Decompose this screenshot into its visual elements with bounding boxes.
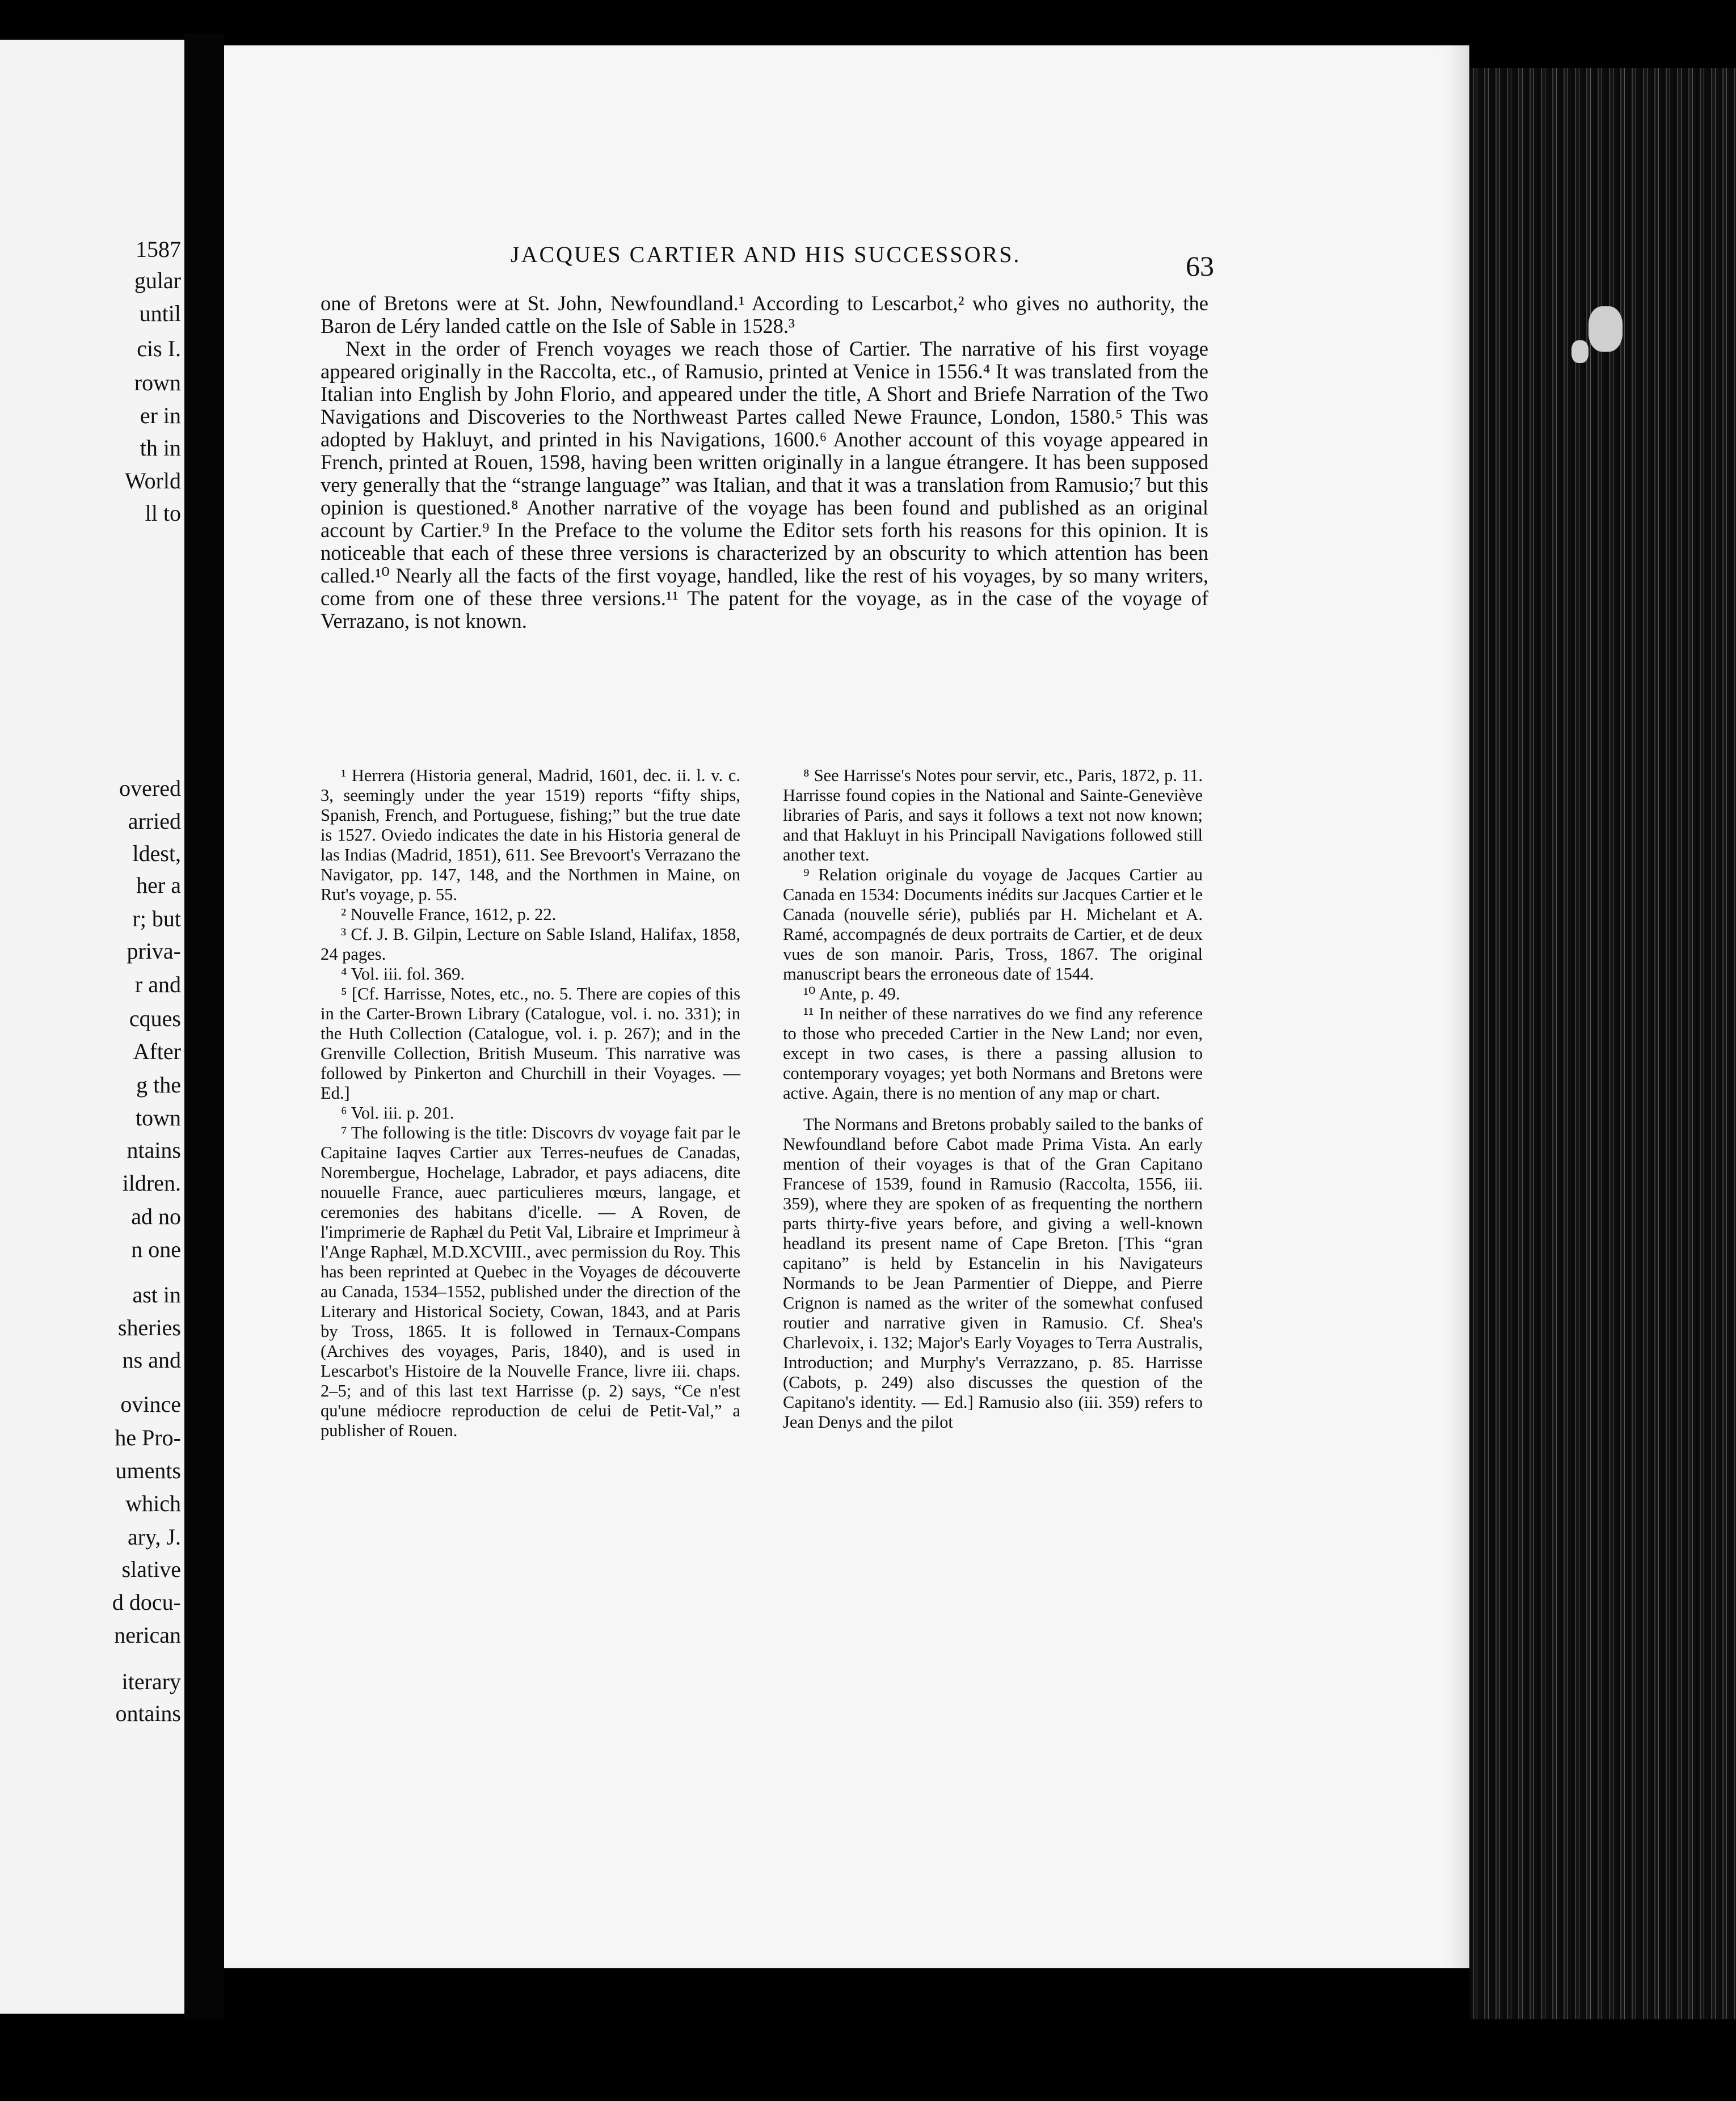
left-page-line-fragment: 1587 — [136, 237, 181, 262]
page-number: 63 — [1186, 250, 1214, 282]
left-page-line-fragment: uments — [115, 1458, 181, 1483]
footnotes-right-column — [783, 766, 1203, 1432]
left-page-line-fragment: priva- — [127, 938, 181, 964]
left-page-line-fragment: cis I. — [137, 336, 181, 361]
footnote-continuation: The Normans and Bretons probably sailed to the banks of Newfoundland before Cabot made Prima Vista. An early mention of their voyages is that of the Gran Capitano Francese of 1539, found in Ramusio (Raccolta, 1556, iii. 359), where they are spoken of as frequenting the northern parts thirty-five years before, and giving a well-known headland its present name of Cape Breton. [This “gran capitano” is held by Estancelin in his Navigateurs Normands to be Jean Parmentier of Dieppe, and Pierre Crignon is named as the writer of the somewhat confused routier and narrative given in Ramusio. Cf. Shea's Charlevoix, i. 132; Major's Early Voyages to Terra Australis, Introduction; and Murphy's Verrazzano, p. 85. Harrisse (Cabots, p. 249) also discusses the question of the Capitano's identity. — Ed.] Ramusio also (iii. 359) refers to Jean Denys and the pilot — [783, 1115, 1203, 1432]
paragraph: one of Bretons were at St. John, Newfoundland.¹ According to Lescarbot,² who gives no authority, the Baron de Léry landed cattle on the Isle of Sable in 1528.³ — [321, 292, 1208, 337]
footnote-1: ¹ Herrera (Historia general, Madrid, 1601, dec. ii. l. v. c. 3, seemingly under the year 1519) reports “fifty ships, Spanish, French, and Portuguese, fishing;” but the true date is 1527. Oviedo indicates the date in his Historia general de las Indias (Madrid, 1851), 611. See Brevoort's Verrazano the Navigator, pp. 147, 148, and the Northmen in Maine, on Rut's voyage, p. 55. — [321, 766, 740, 904]
left-page-line-fragment: rown — [134, 370, 181, 395]
left-page-line-fragment: er in — [140, 403, 181, 428]
left-page-line-fragment: ast in — [132, 1282, 181, 1307]
left-page-line-fragment: ll to — [145, 500, 181, 526]
footnote-3: ³ Cf. J. B. Gilpin, Lecture on Sable Island, Halifax, 1858, 24 pages. — [321, 925, 740, 964]
left-page-fragment — [0, 40, 184, 2014]
left-page-line-fragment: which — [125, 1491, 181, 1516]
book-gutter — [184, 34, 224, 2019]
left-page-line-fragment: r; but — [132, 906, 181, 931]
left-page-line-fragment: n one — [131, 1237, 181, 1262]
left-page-line-fragment: until — [139, 301, 181, 326]
footnote-8: ⁸ See Harrisse's Notes pour servir, etc., Paris, 1872, p. 11. Harrisse found copies in the National and Sainte-Geneviève libraries of Paris, and says it follows a text not now known; and that Hakluyt in his Principall Navigations followed still another text. — [783, 766, 1203, 864]
running-head: JACQUES CARTIER AND HIS SUCCESSORS. — [511, 242, 1021, 267]
footnote-10: ¹⁰ Ante, p. 49. — [803, 984, 900, 1003]
left-page-line-fragment: town — [136, 1105, 181, 1130]
footnote-11: ¹¹ In neither of these narratives do we find any reference to those who preceded Cartier in the New Land; nor even, except in two cases, is there a passing allusion to contemporary voyages; yet both Normans and Bretons were active. Again, there is no mention of any map or chart. — [783, 1004, 1203, 1103]
left-page-line-fragment: ildren. — [122, 1170, 181, 1196]
footnotes-left-column — [321, 766, 740, 1441]
left-page-line-fragment: d docu- — [112, 1589, 181, 1615]
left-page-line-fragment: ary, J. — [127, 1524, 181, 1550]
footnote-6: ⁶ Vol. iii. p. 201. — [341, 1103, 454, 1123]
left-page-line-fragment: World — [125, 468, 181, 493]
left-page-line-fragment: ad no — [131, 1204, 181, 1229]
footnote-4: ⁴ Vol. iii. fol. 369. — [341, 964, 465, 984]
page-edges — [1469, 68, 1736, 2019]
left-page-line-fragment: ovince — [120, 1391, 181, 1417]
left-page-line-fragment: he Pro- — [115, 1425, 181, 1450]
main-text — [321, 292, 1208, 632]
left-page-line-fragment: After — [133, 1039, 181, 1064]
left-page-line-fragment: slative — [121, 1556, 181, 1582]
footnote-5: ⁵ [Cf. Harrisse, Notes, etc., no. 5. There are copies of this in the Carter-Brown Library (Catalogue, vol. i. no. 331); in the Huth Collection (Catalogue, vol. i. p. 267); and in the Grenville Collection, British Museum. This narrative was followed by Pinkerton and Churchill in their Voyages. — Ed.] — [321, 984, 740, 1103]
paragraph: Next in the order of French voyages we reach those of Cartier. The narrative of his first voyage appeared originally in the Raccolta, etc., of Ramusio, printed at Venice in 1556.⁴ It was translated from the Italian into English by John Florio, and appeared under the title, A Short and Briefe Narration of the Two Navigations and Discoveries to the Northweast Partes called Newe Fraunce, London, 1580.⁵ This was adopted by Hakluyt, and printed in his Navigations, 1600.⁶ Another account of this voyage appeared in French, printed at Rouen, 1598, having been written originally in a langue étrangere. It has been supposed very generally that the “strange language” was Italian, and that it was a translation from Ramusio;⁷ but this opinion is questioned.⁸ Another narrative of the voyage has been found and published as an original account by Cartier.⁹ In the Preface to the volume the Editor sets forth his reasons for this opinion. It is noticeable that each of these three versions is characterized by an obscurity to which attention has been called.¹⁰ Nearly all the facts of the first voyage, handled, like the rest of his voyages, by so many writers, come from one of these three versions.¹¹ The patent for the voyage, as in the case of the voyage of Verrazano, is not known. — [321, 337, 1208, 632]
left-page-line-fragment: gular — [134, 268, 181, 293]
left-page-line-fragment: ns and — [122, 1347, 181, 1373]
left-page-line-fragment: cques — [129, 1006, 181, 1031]
left-page-line-fragment: nerican — [114, 1622, 181, 1648]
footnote-7: ⁷ The following is the title: Discovrs dv voyage fait par le Capitaine Iaqves Cartier aux Terres-neufues de Canadas, Norembergue, Hochelage, Labrador, et pays adiacens, dite nouuelle France, auec particulieres mœurs, langage, et ceremonies des habitans d'icelle. — A Roven, de l'imprimerie de Raphæl du Petit Val, Libraire et Imprimeur à l'Ange Raphæl, M.D.XCVIII., avec permission du Roy. This has been reprinted at Quebec in the Voyages de découverte au Canada, 1534–1552, published under the direction of the Literary and Historical Society, Cowan, 1843, and at Paris by Tross, 1865. It is followed in Ternaux-Compans (Archives des voyages, Paris, 1840), and is used in Lescarbot's Histoire de la Nouvelle France, livre iii. chaps. 2–5; and of this last text Harrisse (p. 2) says, “Ce n'est qu'une médiocre reproduction de celui de Petit-Val,” a publisher of Rouen. — [321, 1123, 740, 1440]
left-page-line-fragment: th in — [140, 435, 181, 461]
left-page-line-fragment: ontains — [115, 1701, 181, 1726]
left-page-line-fragment: sheries — [117, 1315, 181, 1340]
left-page-line-fragment: iterary — [121, 1669, 181, 1694]
footnote-2: ² Nouvelle France, 1612, p. 22. — [341, 905, 557, 924]
left-page-line-fragment: her a — [136, 872, 181, 898]
left-page-line-fragment: overed — [119, 775, 181, 801]
left-page-line-fragment: g the — [136, 1072, 181, 1098]
left-page-line-fragment: r and — [134, 972, 181, 997]
left-page-line-fragment: ldest, — [132, 841, 181, 866]
footnote-9: ⁹ Relation originale du voyage de Jacques Cartier au Canada en 1534: Documents inédits sur Jacques Cartier et le Canada (nouvelle série), publiés par H. Michelant et A. Ramé, accompagnés de deux portraits de Cartier, et de deux vues de son manoir. Paris, Tross, 1867. The original manuscript bears the erroneous date of 1544. — [783, 865, 1203, 984]
left-page-line-fragment: ntains — [127, 1137, 181, 1163]
left-page-line-fragment: arried — [128, 808, 181, 834]
